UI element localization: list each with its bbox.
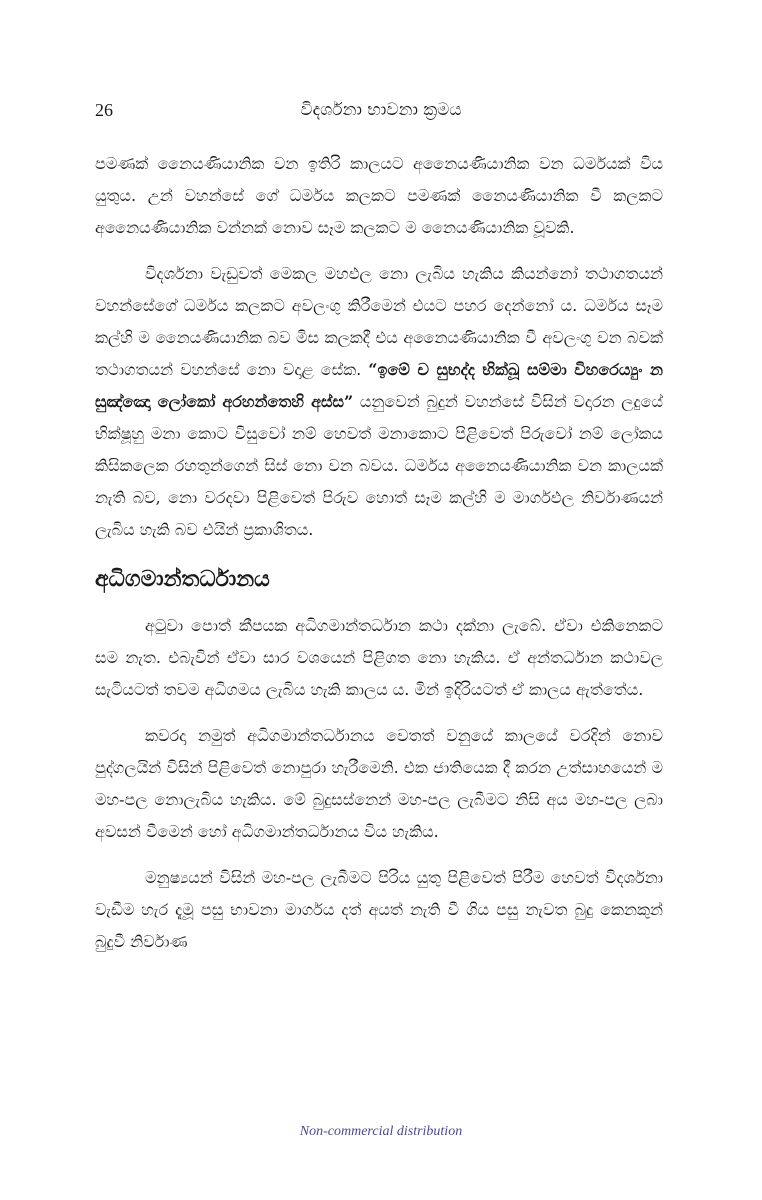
paragraph-text: යනුවෙන් බුදුන් වහන්සේ විසින් වදාරන ලදුයේ භික්ෂූහු මනා කොට විසුවෝ නම් හෙවත් මනාකොට පිළිවෙත් පිරුවෝ නම් ලෝකය කිසිකලෙක රහතුන්ගෙන් සිස් නො වන බවය. ධර්මය අනෛයණියානික වන කාලයක් නැති බව, නො වරදවා පිළිවෙත් පිරුව හොත් සෑම කල්හි ම මාර්ගඵල නිර්වාණයන් ලැබිය හැකි බව එයින් ප්‍රකාශිතය. xyxy=(95,392,663,539)
paragraph: මනුෂ්‍යයන් විසින් මහ-පල ලැබීමට පිරිය යුතු පිළිවෙත් පිරීම හෙවත් විදර්ශනා වැඩීම හැර දැමූ පසු භාවනා මාර්ගය දත් අයත් නැති වී ගිය පසු නැවත බුදු කෙනකුන් බුදුවී නිර්වාණ xyxy=(95,868,663,951)
paragraph-text: විදර්ශනා වැඩුවත් මෙකල මහඵල නො ලැබිය හැකිය කියන්නෝ තථාගතයන් වහන්සේගේ ධර්මය කලකට අවලංගු කිරීමෙන් එයට පහර දෙන්නෝ ය. ධර්මය සෑම කල්හි ම නෛයණියානික බව මිස කලකදී එය අනෛයණියානික වී අවලංගු වන බවක් තථාගතයන් වහන්සේ නො වදාළ සේක. xyxy=(95,264,663,379)
paragraph: අටුවා පොත් කීපයක අධිගමාන්තර්ධාන කථා දක්නා ලැබේ. ඒවා එකිනෙකට සම නැත. එබැවින් ඒවා සාර වශයෙන් පිළිගත නො හැකිය. ඒ අන්තර්ධාන කථාවල සැටියටත් තවම අධිගමය ලැබිය හැකි කාලය ය. මින් ඉදිරියටත් ඒ කාලය ඇත්තේය. xyxy=(95,616,663,699)
page-header xyxy=(95,100,667,130)
paragraph-continuation: පමණක් නෛයණියානික වන ඉතිරි කාලයට අනෛයණියානික වන ධර්මයක් විය යුතුය. උන් වහන්සේ ගේ ධර්මය කලකට පමණක් නෛයණියානික වී කලකට අනෛයණියානික වන්නක් නොව සෑම කලකට ම නෛයණියානික වූවකි. xyxy=(95,154,663,237)
running-title: විදර්ශනා භාවනා ක්‍රමය xyxy=(300,100,462,120)
section-heading: අධිගමාන්තර්ධානය xyxy=(95,566,270,592)
paragraph: කවරදා නමුත් අධිගමාන්තර්ධානය වෙතත් වනුයේ කාලයේ වරදින් නොව පුද්ගලයින් විසින් පිළිවෙත් නොපුරා හැරීමෙනි. එක ජාතියෙක දී කරන උත්සාහයෙන් ම මහ-පල නොලැබිය හැකිය. මේ බුදුසස්නෙන් මහ-පල ලැබීමට නිසි අය මහ-පල ලබා අවසන් වීමෙන් හෝ අධිගමාන්තර්ධානය විය හැකිය. xyxy=(95,726,663,841)
footer-note: Non-commercial distribution xyxy=(299,1124,463,1139)
page-number: 26 xyxy=(95,100,113,120)
page-body xyxy=(95,148,663,972)
paragraph-with-quote xyxy=(95,258,663,546)
pali-quote: “ඉමේ ච සුභද්ද භික්ඛූ සම්මා විහරෙය්‍යුං න සුඤ්ඤො ලෝකෝ අරහන්තෙහි අස්ස” xyxy=(95,360,663,411)
